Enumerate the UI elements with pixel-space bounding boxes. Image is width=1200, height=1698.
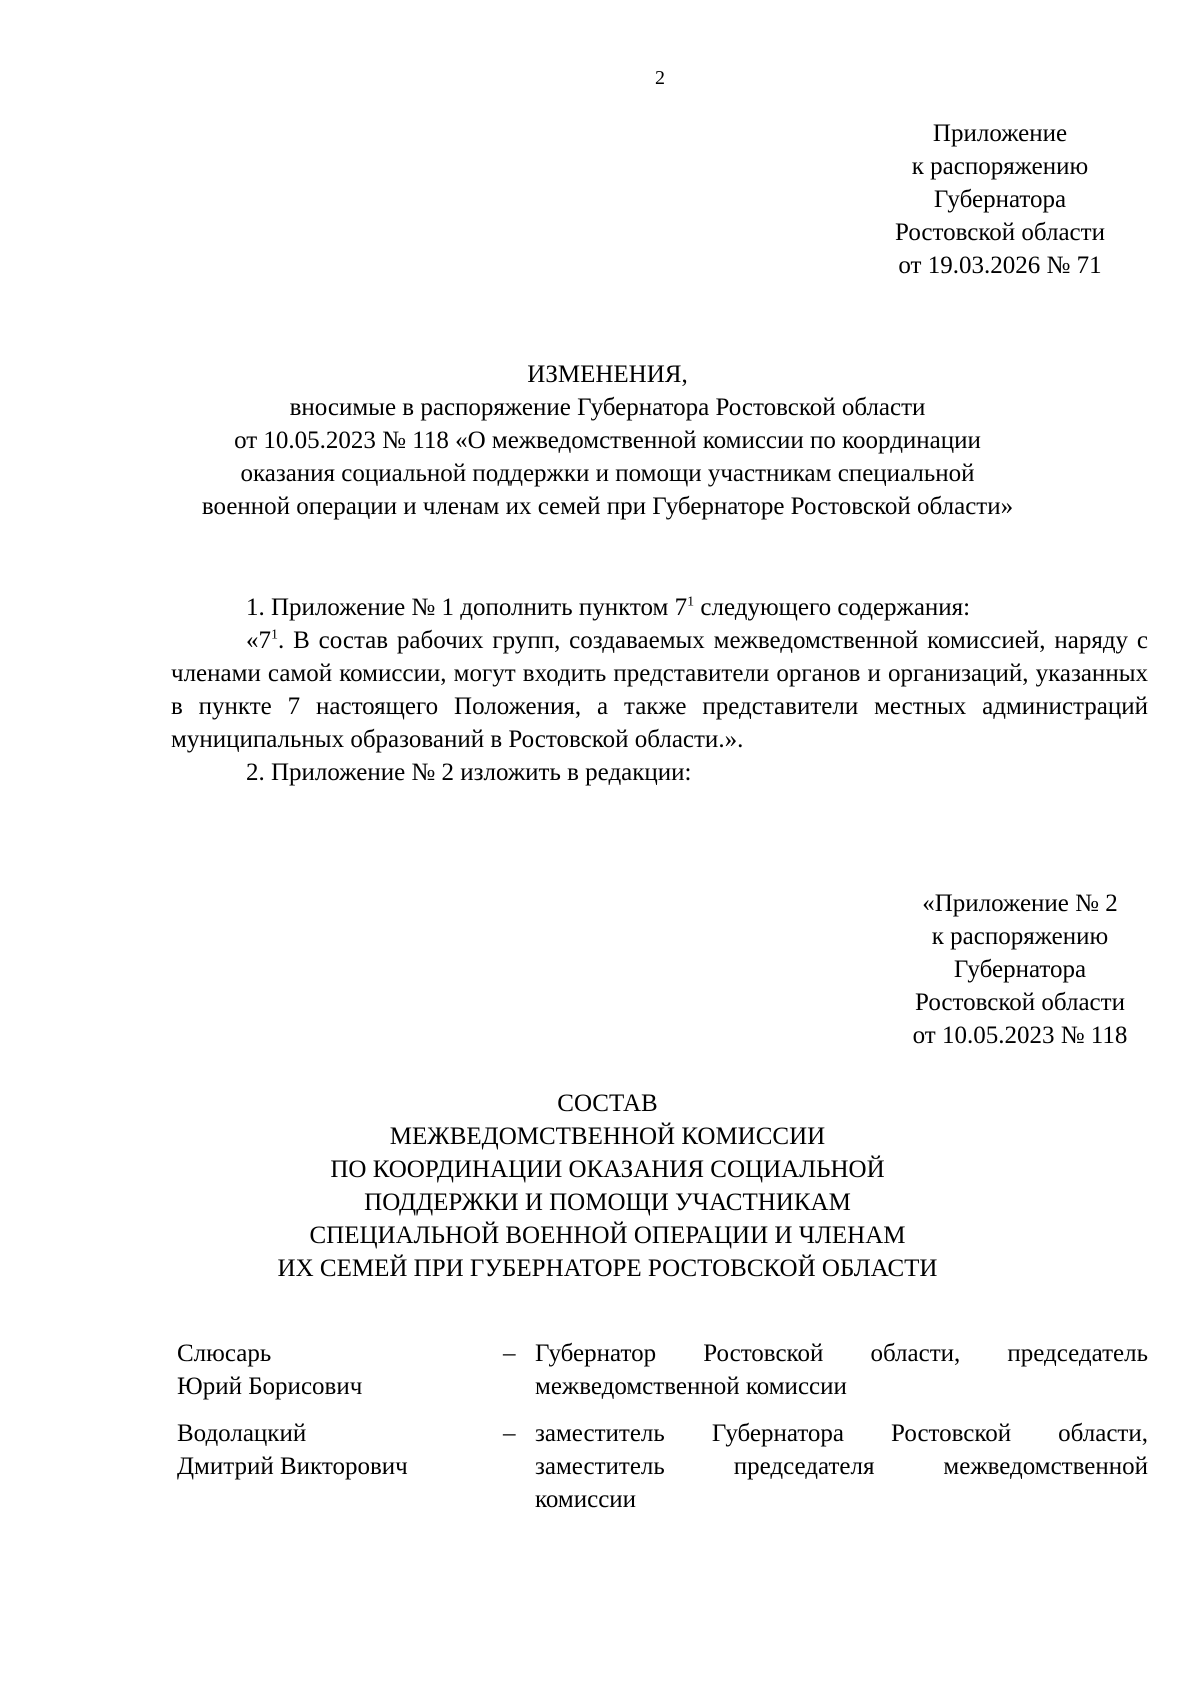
member-dash: – xyxy=(503,1340,516,1367)
document-title xyxy=(150,358,1065,523)
paragraph-2-text: «7 xyxy=(246,627,271,654)
composition-line: ПО КООРДИНАЦИИ ОКАЗАНИЯ СОЦИАЛЬНОЙ xyxy=(330,1156,885,1183)
member-row xyxy=(177,1417,1148,1516)
member-role-line: Губернатор Ростовской области, председатель xyxy=(535,1340,1148,1367)
composition-line: МЕЖВЕДОМСТВЕННОЙ КОМИССИИ xyxy=(389,1123,826,1150)
member-given-names: Дмитрий Викторович xyxy=(177,1453,408,1480)
document-body xyxy=(171,591,1148,789)
members-list xyxy=(177,1337,1148,1530)
title-line: от 10.05.2023 № 118 «О межведомственной комиссии по координации xyxy=(234,427,981,454)
title-heading: ИЗМЕНЕНИЯ, xyxy=(527,361,688,388)
member-role-line: межведомственной комиссии xyxy=(535,1373,847,1400)
member-dash: – xyxy=(503,1420,516,1447)
appendix-line: Ростовской области xyxy=(895,219,1105,246)
member-role xyxy=(535,1337,1148,1403)
appendix2-line: «Приложение № 2 xyxy=(922,890,1118,917)
composition-line: ПОДДЕРЖКИ И ПОМОЩИ УЧАСТНИКАМ xyxy=(364,1189,851,1216)
page-number: 2 xyxy=(655,67,665,89)
appendix2-line: к распоряжению xyxy=(931,923,1109,950)
composition-title xyxy=(150,1087,1065,1285)
composition-line: СПЕЦИАЛЬНОЙ ВОЕННОЙ ОПЕРАЦИИ И ЧЛЕНАМ xyxy=(309,1222,906,1249)
member-name xyxy=(177,1337,497,1403)
paragraph-3: 2. Приложение № 2 изложить в редакции: xyxy=(246,759,692,786)
appendix-header xyxy=(820,117,1180,282)
member-role xyxy=(535,1417,1148,1516)
appendix2-line: Ростовской области xyxy=(915,989,1125,1016)
paragraph-2-text-end: . В состав рабочих групп, создаваемых межведомственной комиссией, наряду с членами самой комиссии, могут входить представители органов и организаций, указанных в пункте 7 настоящего Положения, а также представители местных администраций муниципальных образований в Ростовской области.». xyxy=(171,627,1148,753)
paragraph-1 xyxy=(171,591,1148,624)
title-line: вносимые в распоряжение Губернатора Ростовской области xyxy=(289,394,926,421)
title-line: оказания социальной поддержки и помощи участникам специальной xyxy=(240,460,975,487)
member-row xyxy=(177,1337,1148,1403)
member-role-line: заместитель Губернатора Ростовской области, xyxy=(535,1420,1148,1447)
member-surname: Слюсарь xyxy=(177,1340,272,1367)
member-given-names: Юрий Борисович xyxy=(177,1373,363,1400)
paragraph-2 xyxy=(171,624,1148,756)
appendix-line: от 19.03.2026 № 71 xyxy=(898,252,1102,279)
superscript: 1 xyxy=(687,594,695,610)
superscript: 1 xyxy=(271,627,278,643)
composition-line: ИХ СЕМЕЙ ПРИ ГУБЕРНАТОРЕ РОСТОВСКОЙ ОБЛАСТИ xyxy=(277,1255,938,1282)
paragraph-1-text: 1. Приложение № 1 дополнить пунктом 7 xyxy=(246,594,688,621)
appendix2-line: Губернатора xyxy=(953,956,1087,983)
member-surname: Водолацкий xyxy=(177,1420,307,1447)
paragraph-1-text-end: следующего содержания: xyxy=(694,594,971,621)
appendix2-header xyxy=(840,887,1200,1052)
appendix-line: Приложение xyxy=(932,120,1068,147)
member-role-line: заместитель председателя межведомственной xyxy=(535,1453,1148,1480)
member-role-line: комиссии xyxy=(535,1486,637,1513)
member-name xyxy=(177,1417,497,1516)
title-line: военной операции и членам их семей при Губернаторе Ростовской области» xyxy=(201,493,1014,520)
appendix-line: к распоряжению xyxy=(911,153,1089,180)
appendix-line: Губернатора xyxy=(933,186,1067,213)
appendix2-line: от 10.05.2023 № 118 xyxy=(912,1022,1128,1049)
composition-line: СОСТАВ xyxy=(557,1090,658,1117)
